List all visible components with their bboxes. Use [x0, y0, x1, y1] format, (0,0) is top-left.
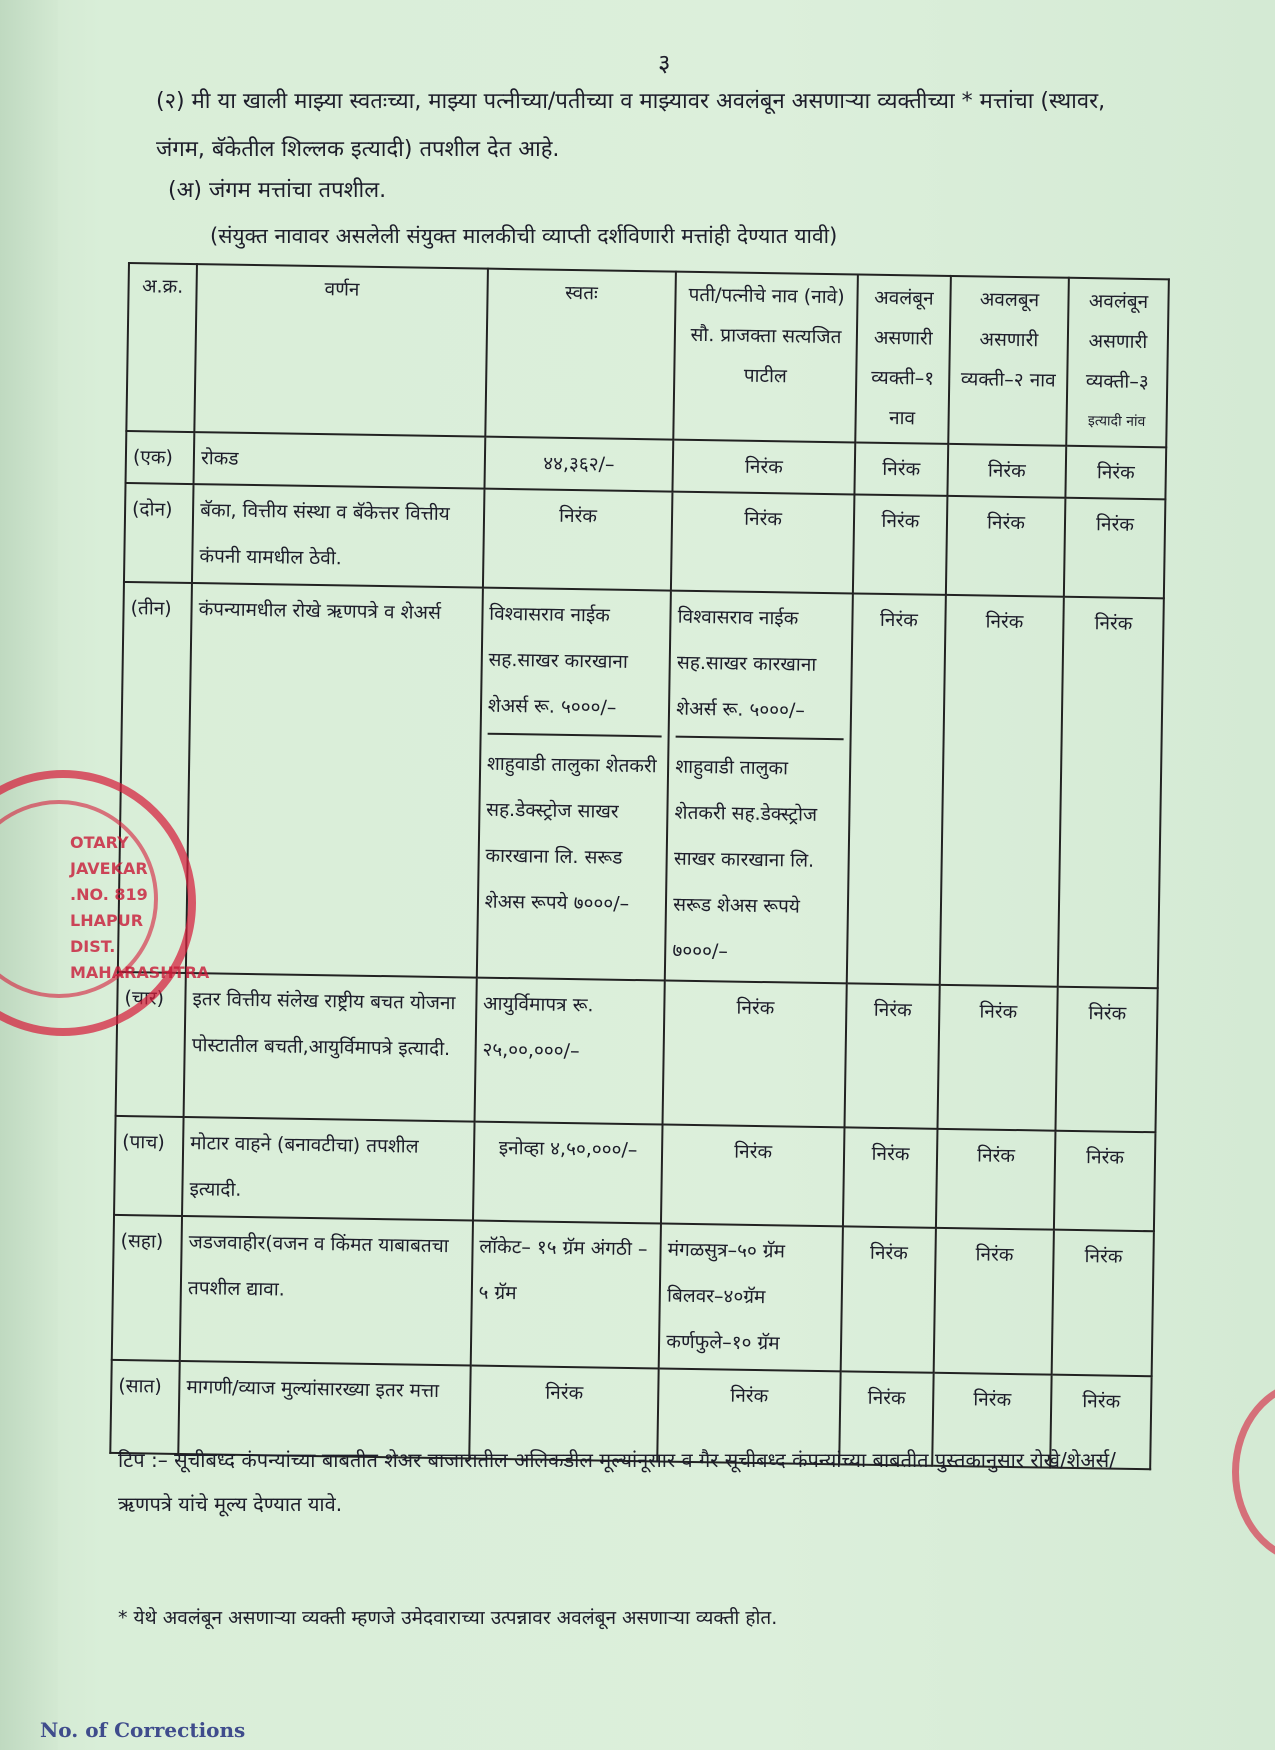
row-sr: (पाच) [114, 1115, 184, 1215]
row-self: ४४,३६२/– [484, 436, 673, 491]
row-dependent-1: निरंक [847, 594, 946, 985]
table-row [118, 582, 1164, 988]
header-description: वर्णन [194, 264, 487, 436]
row-self: निरंक [469, 1365, 659, 1461]
page-number: ३ [658, 49, 671, 77]
row-description: मोटार वाहने (बनावटीचा) तपशील इत्यादी. [182, 1117, 474, 1221]
notary-stamp-partial [1232, 1380, 1275, 1564]
row-description: मागणी/व्याज मुल्यांसारख्या इतर मत्ता [178, 1361, 470, 1459]
intro-paragraph: (२) मी या खाली माझ्या स्वतःच्या, माझ्या पत्नीच्या/पतीच्या व माझ्यावर अवलंबून असणाऱ्या व्यक्तीच्या * मत्तांचा (स्थावर, जंगम, बॅकेतील शिल्लक इत्यादी) तपशील देत आहे. [156, 89, 1106, 162]
header-dependent-2: अवलबून असणारी व्यक्ती–२ नाव [948, 276, 1069, 446]
header-dependent-1: अवलंबून असणारी व्यक्ती–१ नाव [855, 274, 951, 443]
row-spouse: निरंक [671, 492, 854, 594]
row-sr: (सहा) [112, 1214, 182, 1361]
row-sr: (सात) [110, 1360, 180, 1454]
row-sr: (एक) [126, 431, 195, 485]
row-self: आयुर्विमापत्र रू. २५,००,०००/– [474, 978, 665, 1124]
tip-note: टिप :– सूचीबध्द कंपन्यांच्या बाबतीत शेअर बाजारातील अलिकडील मूल्यांनूसार व गैर सूचीबध्द कंपन्यांच्या बाबतीत पुस्तकानुसार रोखे/शेअर्स/ऋणपत्रे यांचे मूल्य देण्यात यावे. [118, 1448, 1116, 1516]
footnote: * येथे अवलंबून असणाऱ्या व्यक्ती म्हणजे उमेदवाराच्या उत्पन्नावर अवलंबून असणाऱ्या व्यक्ती होत. [118, 1607, 778, 1629]
row-dependent-1: निरंक [853, 495, 948, 595]
table-row [116, 972, 1158, 1132]
stamp-line2: .NO. 819 [70, 885, 148, 904]
stamp-line1: JAVEKAR [70, 859, 148, 878]
row-dependent-3: निरंक [1058, 597, 1164, 988]
table-note: (संयुक्त नावावर असलेली संयुक्त मालकीची व्याप्ती दर्शविणारी मत्तांही देण्यात यावी) [210, 224, 838, 248]
row-dependent-2: निरंक [932, 1373, 1052, 1468]
notary-stamp-text [70, 830, 210, 986]
header-sr: अ.क्र. [126, 263, 197, 432]
subheading: (अ) जंगम मत्तांचा तपशील. [168, 178, 387, 203]
row-sr: (तीन) [118, 582, 192, 973]
header-self: स्वतः [485, 269, 676, 440]
row-self: निरंक [483, 489, 673, 591]
row-dependent-1: निरंक [839, 1371, 934, 1465]
header-dependent-3 [1066, 278, 1169, 447]
header-dependent-3-note: इत्यादी नांव [1087, 413, 1146, 430]
row-dependent-2: निरंक [934, 1227, 1054, 1374]
row-spouse [665, 591, 853, 984]
table-row [112, 1214, 1154, 1376]
row-dependent-2: निरंक [946, 496, 1066, 597]
row-dependent-3: निरंक [1056, 987, 1158, 1132]
stamp-bottom: MAHARASHTRA [70, 963, 210, 982]
row-description: कंपन्यामधील रोखे ऋणपत्रे व शेअर्स [186, 583, 483, 977]
row-dependent-2: निरंक [936, 1128, 1056, 1229]
row-self [477, 588, 672, 981]
row-self-entry-a: विश्वासराव नाईक सह.साखर कारखाना शेअर्स रू. ५०००/– [487, 591, 664, 738]
row-description: रोकड [194, 432, 485, 489]
row-dependent-3: निरंक [1064, 498, 1165, 599]
header-dependent-3-label: अवलंबून असणारी व्यक्ती–३ [1085, 290, 1149, 394]
row-description: जडजवाहीर(वजन व किंमत याबाबतचा तपशील द्यावा. [180, 1215, 473, 1365]
row-dependent-1: निरंक [844, 983, 939, 1128]
row-spouse: निरंक [673, 439, 855, 494]
row-spouse: निरंक [657, 1368, 840, 1464]
table-row [114, 1115, 1155, 1230]
stamp-top: OTARY [70, 833, 129, 852]
table-row [124, 483, 1165, 598]
row-dependent-3: निरंक [1054, 1130, 1155, 1231]
row-spouse-entry-b: शाहुवाडी तालुका शेतकरी सह.डेक्स्ट्रोज साखर कारखाना लि. सरूड शेअस रूपये ७०००/– [672, 755, 818, 963]
corrections-label: No. of Corrections [40, 1718, 246, 1742]
row-dependent-1: निरंक [843, 1127, 938, 1227]
movable-assets-table [109, 262, 1170, 1470]
row-dependent-3: निरंक [1065, 445, 1166, 499]
row-spouse: निरंक [661, 1124, 844, 1226]
table-header-row [126, 263, 1169, 447]
row-dependent-2: निरंक [937, 985, 1057, 1130]
row-self: इनोव्हा ४,५०,०००/– [473, 1121, 663, 1223]
row-description: बॅका, वित्तीय संस्था व बॅकेत्तर वित्तीय कंपनी यामधील ठेवी. [192, 484, 484, 588]
row-sr: (दोन) [124, 483, 194, 583]
row-dependent-2: निरंक [940, 595, 1064, 987]
row-dependent-1: निरंक [854, 442, 948, 496]
row-description: इतर वित्तीय संलेख राष्ट्रीय बचत योजना पोस्टातील बचती,आयुर्विमापत्रे इत्यादी. [184, 973, 477, 1121]
row-dependent-2: निरंक [947, 444, 1066, 498]
header-spouse: पती/पत्नीचे नाव (नावे) सौ. प्राजक्ता सत्यजित पाटील [674, 272, 858, 443]
row-self: लॉकेट– १५ ग्रॅम अंगठी – ५ ग्रॅम [470, 1220, 661, 1368]
row-spouse: मंगळसुत्र–५० ग्रॅम बिलवर–४०ग्रॅम कर्णफुले–१० ग्रॅम [659, 1223, 843, 1371]
stamp-line3: LHAPUR DIST. [70, 911, 144, 956]
row-spouse: निरंक [663, 981, 847, 1127]
row-dependent-3: निरंक [1052, 1229, 1154, 1376]
row-dependent-3: निरंक [1050, 1375, 1151, 1470]
row-self-entry-b: शाहुवाडी तालुका शेतकरी सह.डेक्स्ट्रोज साखर कारखाना लि. सरूड शेअस रूपये ७०००/– [484, 752, 657, 916]
row-sr: (चार) [116, 972, 186, 1116]
row-dependent-1: निरंक [841, 1226, 936, 1373]
row-spouse-entry-a: विश्वासराव नाईक सह.साखर कारखाना शेअर्स रू. ५०००/– [676, 594, 846, 741]
